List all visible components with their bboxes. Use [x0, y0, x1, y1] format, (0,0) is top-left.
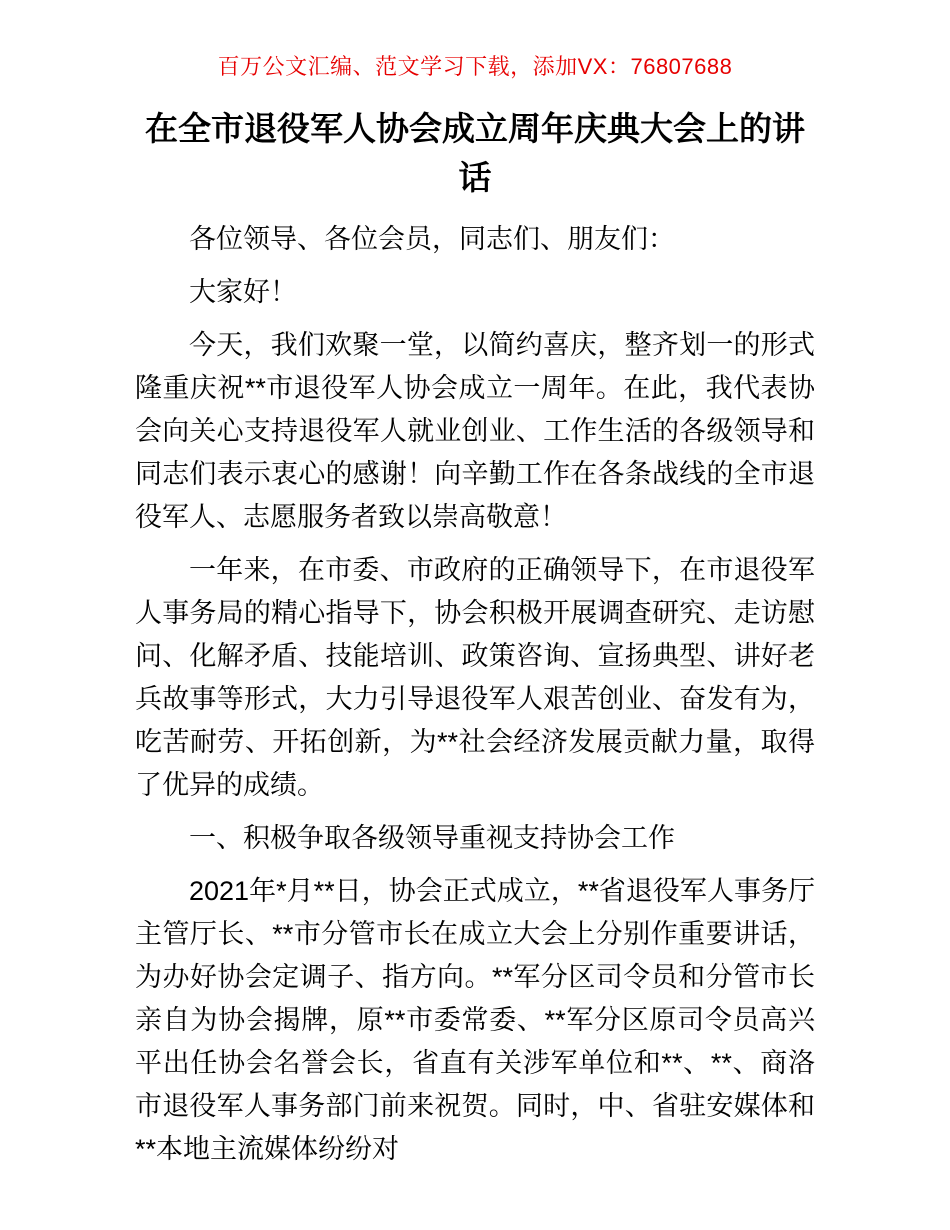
paragraph-greeting: 大家好！ [189, 277, 297, 307]
section-heading-1: 一、积极争取各级领导重视支持协会工作 [189, 823, 675, 853]
paragraph-salutation: 各位领导、各位会员，同志们、朋友们： [189, 224, 675, 254]
paragraph-body-3: 2021年*月**日，协会正式成立，**省退役军人事务厅主管厅长、**市分管市长在成立大会上分别作重要讲话，为办好协会定调子、指方向。**军分区司令员和分管市长亲自为协会揭牌，原**市委常委、**军分区原司令员高兴平出任协会名誉会长，省直有关涉军单位和**、**、商洛市退役军人事务部门前来祝贺。同时，中、省驻安媒体和**本地主流媒体纷纷对 [135, 876, 815, 1164]
document-body [135, 218, 815, 1171]
promo-watermark-text: 百万公文汇编、范文学习下载，添加VX：76807688 [217, 54, 733, 79]
document-title: 在全市退役军人协会成立周年庆典大会上的讲话 [145, 110, 805, 196]
paragraph-body-1: 今天，我们欢聚一堂，以简约喜庆，整齐划一的形式隆重庆祝**市退役军人协会成立一周年。在此，我代表协会向关心支持退役军人就业创业、工作生活的各级领导和同志们表示衷心的感谢！向辛勤工作在各条战线的全市退役军人、志愿服务者致以崇高敬意！ [135, 330, 815, 532]
paragraph-body-2: 一年来，在市委、市政府的正确领导下，在市退役军人事务局的精心指导下，协会积极开展调查研究、走访慰问、化解矛盾、技能培训、政策咨询、宣扬典型、讲好老兵故事等形式，大力引导退役军人艰苦创业、奋发有为，吃苦耐劳、开拓创新，为**社会经济发展贡献力量，取得了优异的成绩。 [135, 555, 815, 800]
